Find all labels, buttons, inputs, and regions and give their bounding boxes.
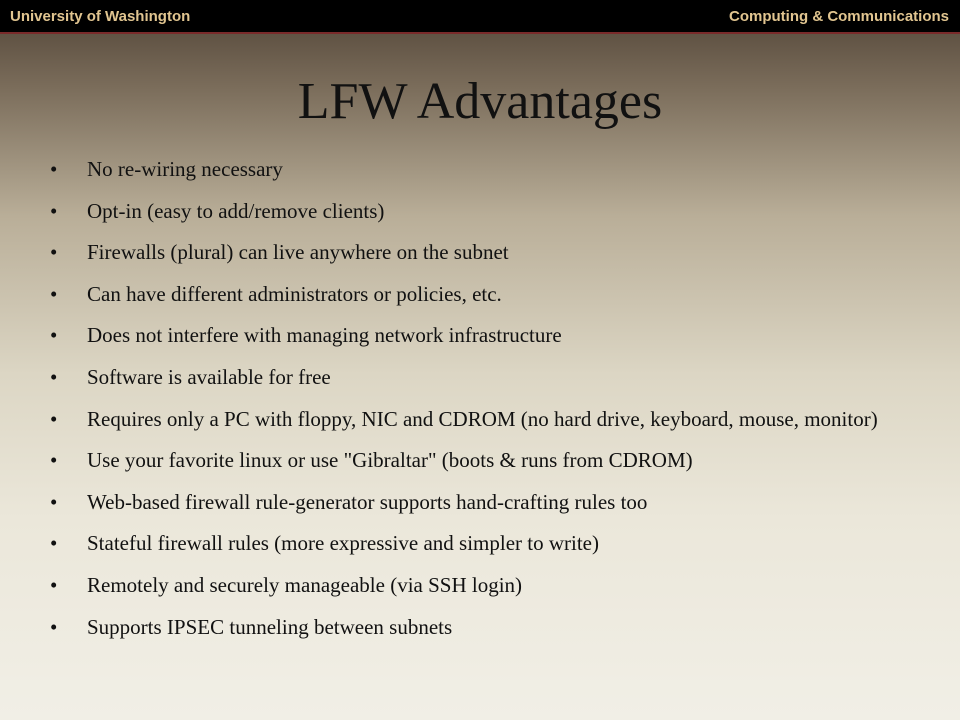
bullet-dot: •: [50, 406, 58, 431]
header-department: Computing & Communications: [729, 8, 949, 25]
bullet-item: [50, 447, 930, 473]
bullet-dot: •: [50, 240, 58, 265]
bullet-dot: •: [50, 531, 58, 556]
bullet-dot: •: [50, 572, 58, 597]
bullet-item: [50, 239, 930, 265]
bullet-dot: •: [50, 157, 58, 181]
bullet-text: Use your favorite linux or use "Gibraltar" (boots & runs from CDROM): [87, 448, 693, 473]
bullet-item: [50, 406, 930, 432]
bullet-dot: •: [50, 323, 58, 348]
bullet-text: Does not interfere with managing network infrastructure: [87, 323, 562, 348]
bullet-dot: •: [50, 614, 58, 639]
header-bar: [0, 0, 960, 34]
bullet-text: Software is available for free: [87, 364, 331, 389]
bullet-text: Firewalls (plural) can live anywhere on the subnet: [87, 240, 509, 265]
bullet-text: Requires only a PC with floppy, NIC and CDROM (no hard drive, keyboard, mouse, monitor): [87, 406, 878, 431]
bullet-item: [50, 322, 930, 348]
bullet-text: Remotely and securely manageable (via SSH login): [87, 572, 523, 597]
bullet-text: Supports IPSEC tunneling between subnets: [87, 614, 453, 639]
bullet-text: Stateful firewall rules (more expressive and simpler to write): [87, 531, 599, 556]
bullet-item: [50, 156, 930, 182]
header-organization: University of Washington: [10, 8, 191, 25]
bullet-dot: •: [50, 281, 58, 306]
bullet-dot: •: [50, 448, 58, 473]
bullet-list: [50, 156, 930, 655]
bullet-item: [50, 198, 930, 224]
bullet-item: [50, 364, 930, 390]
slide-title: LFW Advantages: [297, 73, 663, 130]
bullet-dot: •: [50, 364, 58, 389]
bullet-item: [50, 281, 930, 307]
bullet-text: Web-based firewall rule-generator supports hand-crafting rules too: [87, 489, 648, 514]
bullet-item: [50, 614, 930, 640]
bullet-item: [50, 530, 930, 556]
bullet-text: Can have different administrators or policies, etc.: [87, 281, 502, 306]
bullet-text: No re-wiring necessary: [87, 157, 283, 181]
bullet-item: [50, 572, 930, 598]
bullet-dot: •: [50, 198, 58, 223]
bullet-dot: •: [50, 489, 58, 514]
bullet-item: [50, 489, 930, 515]
bullet-text: Opt-in (easy to add/remove clients): [87, 198, 385, 223]
